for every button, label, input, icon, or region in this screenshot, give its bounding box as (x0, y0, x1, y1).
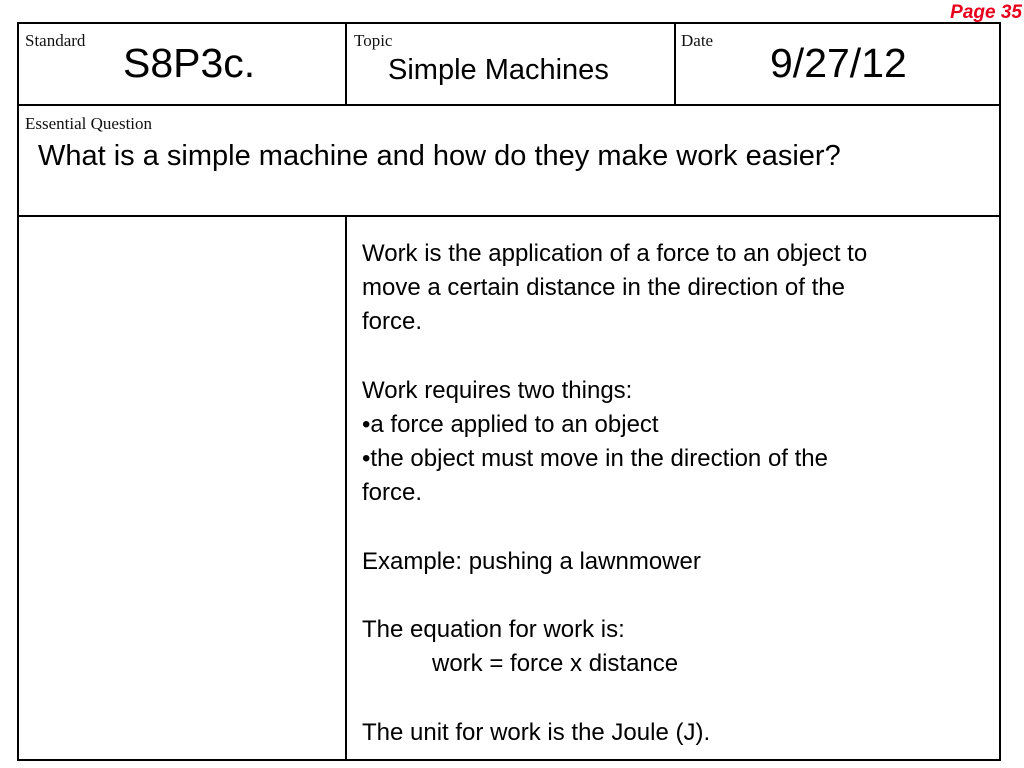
blank-line (362, 511, 867, 545)
notes-column (362, 237, 867, 750)
notes-line: force. (362, 479, 423, 507)
blank-line (362, 340, 867, 374)
topic-date-divider (674, 24, 676, 104)
bullet-item: •the object must move in the direction of the (362, 445, 828, 473)
essential-question-label: Essential Question (25, 114, 153, 133)
notes-line: Work is the application of a force to an object to (362, 240, 868, 267)
notes-line: The unit for work is the Joule (J). (362, 718, 711, 746)
page-number: Page 35 (950, 2, 1022, 23)
header-divider (19, 104, 999, 106)
cornell-notes-frame (17, 22, 1001, 761)
topic-label: Topic (354, 31, 393, 50)
essential-question-text: What is a simple machine and how do they make work easier? (38, 140, 841, 172)
standard-label: Standard (25, 31, 86, 50)
equation-line: work = force x distance (432, 650, 679, 678)
notes-line: force. (362, 308, 423, 336)
standard-value: S8P3c. (123, 40, 256, 86)
example-line: Example: pushing a lawnmower (362, 547, 701, 575)
topic-value: Simple Machines (388, 54, 609, 86)
cue-column (19, 217, 345, 759)
notes-line: The equation for work is: (362, 616, 625, 644)
blank-line (362, 682, 867, 716)
notes-column-divider (345, 215, 347, 759)
blank-line (362, 579, 867, 613)
notes-line: move a certain distance in the direction of the (362, 274, 845, 302)
bullet-item: •a force applied to an object (362, 411, 659, 438)
standard-topic-divider (345, 24, 347, 104)
notes-line: Work requires two things: (362, 376, 633, 404)
date-label: Date (681, 31, 714, 50)
date-value: 9/27/12 (770, 40, 907, 86)
